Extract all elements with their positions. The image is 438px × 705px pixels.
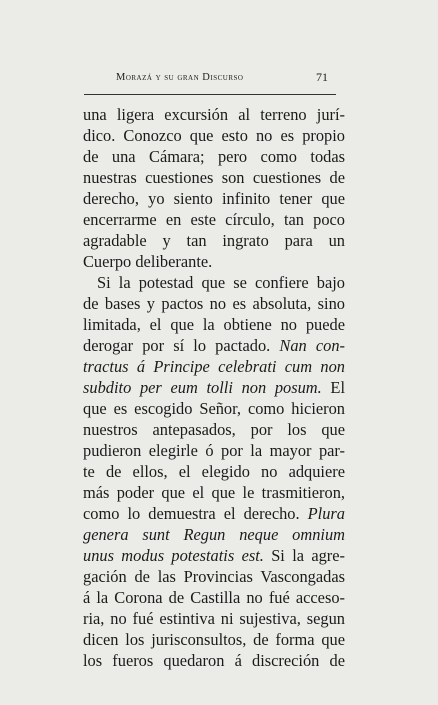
text-line (83, 524, 345, 545)
text-line (83, 629, 345, 650)
text-line (83, 608, 345, 629)
text-line (83, 419, 345, 440)
body-text-segment: nuestros antepasados, por los que (83, 420, 345, 439)
text-line (83, 461, 345, 482)
body-text-segment: á la Corona de Castilla no fué acceso- (83, 588, 345, 607)
latin-quote-text: tractus á Principe celebrati cum non (83, 357, 345, 376)
page-number: 71 (316, 70, 328, 84)
body-text-segment: derogar por sí lo pactado. (83, 336, 280, 355)
body-text-segment: una ligera excursión al terreno jurí- (83, 105, 345, 124)
body-text-segment: agradable y tan ingrato para un (83, 231, 345, 250)
text-line (83, 188, 345, 209)
body-text (83, 104, 345, 671)
body-text-segment: dico. Conozco que esto no es propio (83, 126, 345, 145)
latin-quote-text: Plura (307, 504, 345, 523)
latin-quote-text: genera sunt Regun neque omnium (83, 525, 345, 544)
text-line (83, 398, 345, 419)
running-head (84, 72, 336, 88)
body-text-segment: El (321, 378, 345, 397)
text-line (83, 335, 345, 356)
latin-quote-text: Nan con- (279, 336, 346, 355)
text-line (83, 146, 345, 167)
text-line (83, 251, 345, 272)
body-text-segment: nuestras cuestiones son cuestiones de (83, 168, 345, 187)
body-text-segment: como lo demuestra el derecho. (83, 504, 308, 523)
text-line (83, 230, 345, 251)
text-line (83, 272, 345, 293)
body-text-segment: derecho, yo siento infinito tener que (83, 189, 345, 208)
text-line (83, 104, 345, 125)
text-line (83, 587, 345, 608)
text-line (83, 167, 345, 188)
text-line (83, 440, 345, 461)
text-line (83, 566, 345, 587)
body-text-segment: de una Cámara; pero como todas (83, 147, 345, 166)
body-text-segment: ria, no fué estintiva ni sujestiva, segun (83, 609, 345, 628)
body-text-segment: encerrarme en este círculo, tan poco (83, 210, 345, 229)
body-text-segment: limitada, el que la obtiene no puede (83, 315, 345, 334)
text-line (83, 545, 345, 566)
text-line (83, 125, 345, 146)
body-text-segment: dicen los jurisconsultos, de forma que (83, 630, 345, 649)
body-text-segment: los fueros quedaron á discreción de (83, 651, 345, 670)
text-line (83, 293, 345, 314)
text-line (83, 503, 345, 524)
body-text-segment: más poder que el que le trasmitieron, (83, 483, 345, 502)
body-text-segment: Si la potestad que se confiere bajo (97, 273, 345, 292)
text-line (83, 209, 345, 230)
body-text-segment: pudieron elegirle ó por la mayor par- (83, 441, 345, 460)
text-line (83, 650, 345, 671)
body-text-segment: Cuerpo deliberante. (83, 252, 213, 271)
text-line (83, 356, 345, 377)
running-head-title: Morazá y su gran Discurso (116, 72, 244, 83)
body-text-segment: que es escogido Señor, como hicieron (83, 399, 345, 418)
text-line (83, 314, 345, 335)
header-rule (84, 94, 336, 95)
latin-quote-text: unus modus potestatis est. (83, 546, 264, 565)
body-text-segment: gación de las Provincias Vascongadas (83, 567, 345, 586)
body-text-segment: de bases y pactos no es absoluta, sino (83, 294, 345, 313)
body-text-segment: te de ellos, el elegido no adquiere (83, 462, 345, 481)
latin-quote-text: subdito per eum tolli non posum. (83, 378, 322, 397)
text-line (83, 482, 345, 503)
body-text-segment: Si la agre- (263, 546, 345, 565)
text-line (83, 377, 345, 398)
